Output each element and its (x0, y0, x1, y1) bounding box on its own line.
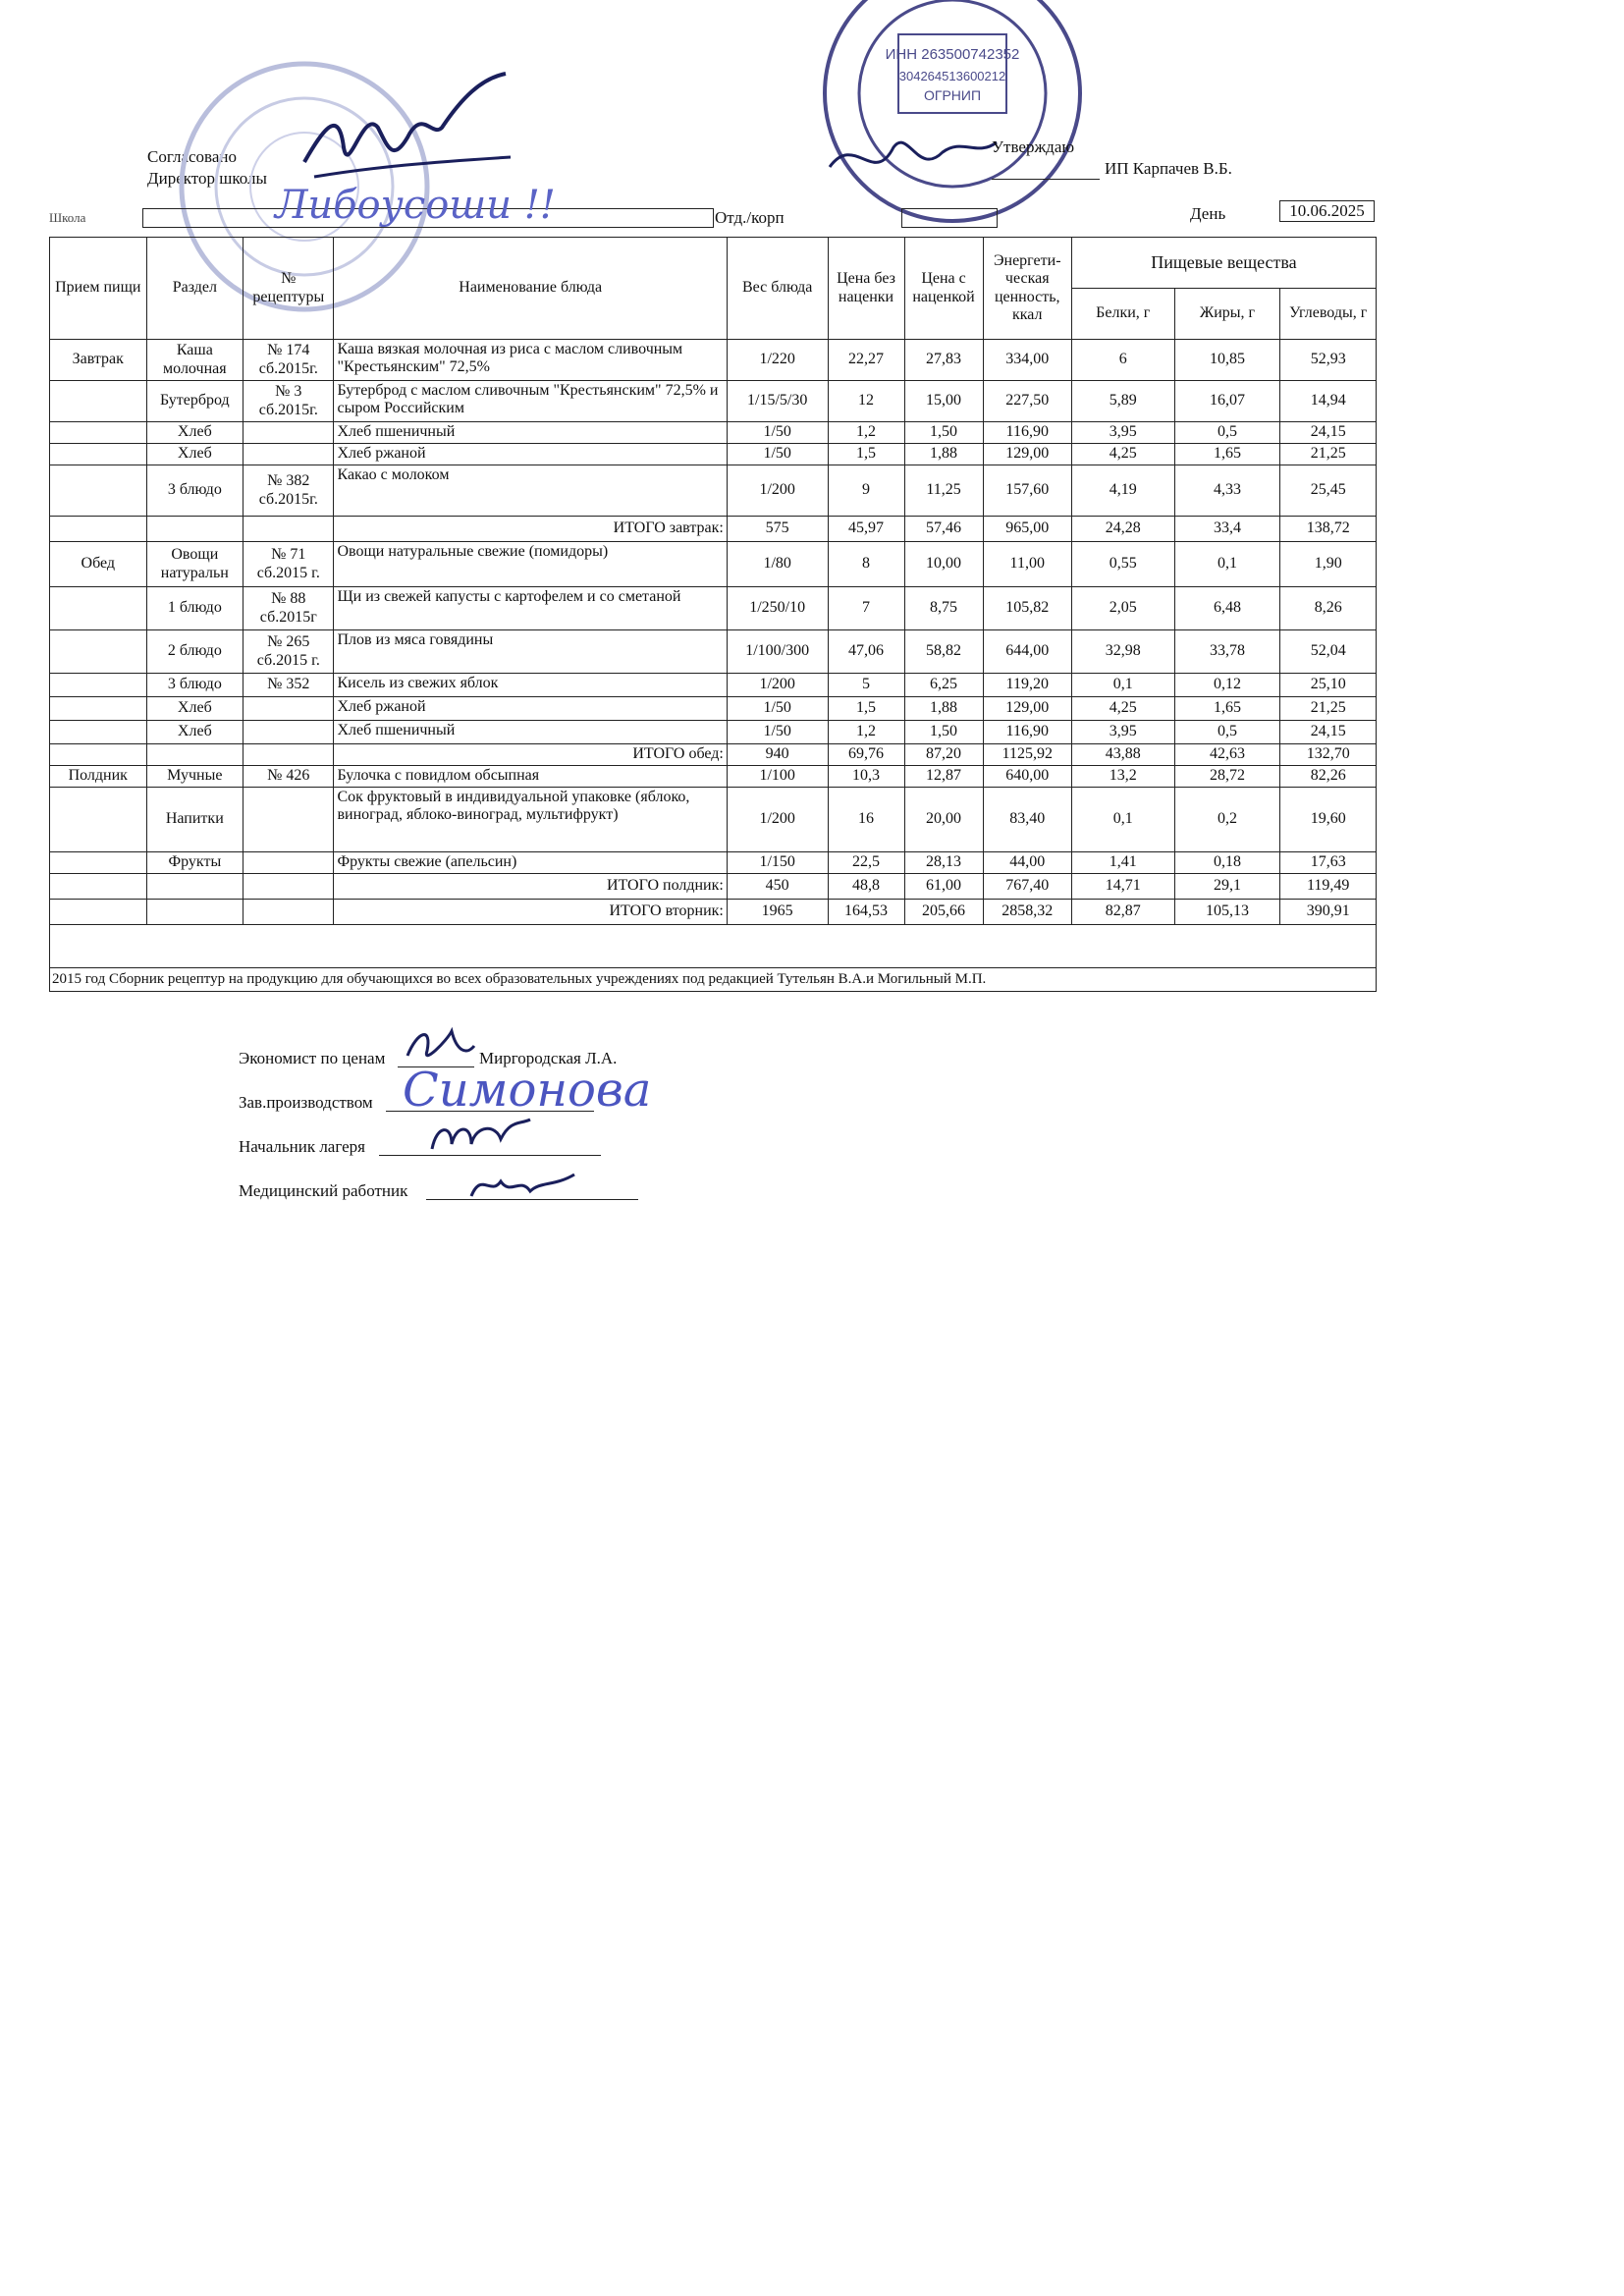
cell-price2: 1,88 (904, 697, 983, 721)
cell-meal (50, 697, 147, 721)
table-row (50, 587, 1377, 630)
cell-section: Хлеб (146, 697, 244, 721)
cell-dish: Овощи натуральные свежие (помидоры) (334, 542, 727, 587)
col-energy: Энергети-ческая ценность, ккал (983, 238, 1071, 340)
cell-dish: Хлеб ржаной (334, 697, 727, 721)
total-price: 69,76 (828, 744, 904, 766)
production-signature: Симонова (403, 1063, 652, 1118)
cell-f: 4,33 (1174, 465, 1280, 517)
cell-price: 22,5 (828, 852, 904, 874)
cell-recipe: № 265 сб.2015 г. (244, 630, 334, 674)
table-row (50, 381, 1377, 422)
school-label: Школа (49, 210, 86, 225)
breakfast-section (50, 340, 1377, 517)
total-f: 33,4 (1174, 517, 1280, 542)
cell-dish: Каша вязкая молочная из риса с маслом сливочным "Крестьянским" 72,5% (334, 340, 727, 381)
table-row (50, 422, 1377, 444)
cell-f: 0,2 (1174, 788, 1280, 852)
cell-dish: Хлеб пшеничный (334, 422, 727, 444)
cell-weight: 1/250/10 (727, 587, 828, 630)
total-f: 29,1 (1174, 874, 1280, 900)
cell-meal (50, 630, 147, 674)
total-energy: 1125,92 (983, 744, 1071, 766)
table-row (50, 542, 1377, 587)
col-price-with: Цена с наценкой (904, 238, 983, 340)
total-price: 48,8 (828, 874, 904, 900)
total-price2: 205,66 (904, 900, 983, 925)
cell-price2: 28,13 (904, 852, 983, 874)
total-f: 42,63 (1174, 744, 1280, 766)
cell-energy: 83,40 (983, 788, 1071, 852)
cell-dish: Хлеб ржаной (334, 444, 727, 465)
cell-section: Хлеб (146, 422, 244, 444)
cell-weight: 1/150 (727, 852, 828, 874)
cell-f: 10,85 (1174, 340, 1280, 381)
cell-c: 1,90 (1280, 542, 1377, 587)
cell-energy: 640,00 (983, 766, 1071, 788)
cell-p: 3,95 (1071, 721, 1174, 744)
col-dish: Наименование блюда (334, 238, 727, 340)
cell-p: 4,25 (1071, 444, 1174, 465)
col-nutrients: Пищевые вещества (1071, 238, 1376, 289)
cell-energy: 129,00 (983, 444, 1071, 465)
dept-label: Отд./корп (715, 208, 785, 227)
cell-f: 0,18 (1174, 852, 1280, 874)
snack-total (50, 874, 1377, 900)
cell-dish: Щи из свежей капусты с картофелем и со сметаной (334, 587, 727, 630)
col-section: Раздел (146, 238, 244, 340)
cell-c: 21,25 (1280, 444, 1377, 465)
cell-f: 0,1 (1174, 542, 1280, 587)
cell-price2: 58,82 (904, 630, 983, 674)
total-price2: 87,20 (904, 744, 983, 766)
economist-label: Экономист по ценам (239, 1049, 386, 1067)
snack-section (50, 766, 1377, 874)
table-row (50, 674, 1377, 697)
footnote: 2015 год Сборник рецептур на продукцию для обучающихся во всех образовательных учреждениях под редакцией Тутельян В.А.и Могильный М.П. (50, 968, 1377, 992)
cell-meal: Полдник (50, 766, 147, 788)
cell-section: Фрукты (146, 852, 244, 874)
cell-f: 1,65 (1174, 697, 1280, 721)
cell-f: 0,12 (1174, 674, 1280, 697)
dept-field (901, 208, 998, 228)
cell-meal (50, 674, 147, 697)
col-meal: Прием пищи (50, 238, 147, 340)
cell-price: 1,5 (828, 444, 904, 465)
total-p: 43,88 (1071, 744, 1174, 766)
table-row (50, 340, 1377, 381)
cell-recipe (244, 422, 334, 444)
cell-recipe: № 174 сб.2015г. (244, 340, 334, 381)
camp-label: Начальник лагеря (239, 1137, 365, 1156)
cell-dish: Плов из мяса говядины (334, 630, 727, 674)
cell-weight: 1/200 (727, 465, 828, 517)
cell-energy: 105,82 (983, 587, 1071, 630)
total-price: 45,97 (828, 517, 904, 542)
cell-f: 6,48 (1174, 587, 1280, 630)
cell-weight: 1/220 (727, 340, 828, 381)
menu-table (49, 237, 1377, 992)
total-weight: 575 (727, 517, 828, 542)
cell-weight: 1/80 (727, 542, 828, 587)
total-energy: 2858,32 (983, 900, 1071, 925)
cell-price: 1,5 (828, 697, 904, 721)
cell-f: 33,78 (1174, 630, 1280, 674)
total-weight: 450 (727, 874, 828, 900)
total-c: 138,72 (1280, 517, 1377, 542)
cell-dish: Какао с молоком (334, 465, 727, 517)
stamp-ogrn-num: 304264513600212 (898, 69, 1006, 83)
date-field: 10.06.2025 (1279, 200, 1375, 222)
cell-energy: 157,60 (983, 465, 1071, 517)
total-price: 164,53 (828, 900, 904, 925)
cell-p: 4,25 (1071, 697, 1174, 721)
cell-price: 7 (828, 587, 904, 630)
cell-meal (50, 465, 147, 517)
cell-energy: 334,00 (983, 340, 1071, 381)
total-c: 119,49 (1280, 874, 1377, 900)
cell-f: 28,72 (1174, 766, 1280, 788)
table-row (50, 788, 1377, 852)
total-energy: 767,40 (983, 874, 1071, 900)
cell-meal (50, 587, 147, 630)
table-row (50, 721, 1377, 744)
cell-price: 5 (828, 674, 904, 697)
cell-f: 16,07 (1174, 381, 1280, 422)
total-row (50, 874, 1377, 900)
cell-recipe (244, 852, 334, 874)
cell-c: 52,04 (1280, 630, 1377, 674)
cell-recipe (244, 788, 334, 852)
col-recipe: № рецептуры (244, 238, 334, 340)
cell-meal (50, 381, 147, 422)
col-weight: Вес блюда (727, 238, 828, 340)
total-label: ИТОГО обед: (334, 744, 727, 766)
cell-energy: 644,00 (983, 630, 1071, 674)
cell-weight: 1/100/300 (727, 630, 828, 674)
cell-p: 5,89 (1071, 381, 1174, 422)
director-label: Директор школы (147, 169, 267, 188)
cell-dish: Булочка с повидлом обсыпная (334, 766, 727, 788)
cell-energy: 227,50 (983, 381, 1071, 422)
cell-recipe (244, 721, 334, 744)
total-weight: 940 (727, 744, 828, 766)
breakfast-total (50, 517, 1377, 542)
cell-section: 3 блюдо (146, 465, 244, 517)
col-protein: Белки, г (1071, 289, 1174, 340)
cell-price2: 27,83 (904, 340, 983, 381)
table-row (50, 444, 1377, 465)
cell-dish: Хлеб пшеничный (334, 721, 727, 744)
medic-signature (461, 1167, 579, 1206)
cell-dish: Кисель из свежих яблок (334, 674, 727, 697)
day-label: День (1190, 204, 1226, 223)
cell-price2: 10,00 (904, 542, 983, 587)
total-price2: 57,46 (904, 517, 983, 542)
cell-recipe: № 426 (244, 766, 334, 788)
cell-c: 24,15 (1280, 721, 1377, 744)
cell-energy: 119,20 (983, 674, 1071, 697)
cell-price: 16 (828, 788, 904, 852)
cell-c: 17,63 (1280, 852, 1377, 874)
cell-f: 0,5 (1174, 422, 1280, 444)
total-c: 132,70 (1280, 744, 1377, 766)
cell-price: 1,2 (828, 721, 904, 744)
cell-meal (50, 444, 147, 465)
cell-recipe: № 3 сб.2015г. (244, 381, 334, 422)
cell-c: 82,26 (1280, 766, 1377, 788)
table-row (50, 852, 1377, 874)
total-energy: 965,00 (983, 517, 1071, 542)
cell-price2: 8,75 (904, 587, 983, 630)
cell-recipe (244, 697, 334, 721)
cell-price: 1,2 (828, 422, 904, 444)
cell-dish: Сок фруктовый в индивидуальной упаковке (яблоко, виноград, яблоко-виноград, мультифрукт) (334, 788, 727, 852)
cell-weight: 1/15/5/30 (727, 381, 828, 422)
total-p: 14,71 (1071, 874, 1174, 900)
medic-label: Медицинский работник (239, 1181, 408, 1200)
total-label: ИТОГО вторник: (334, 900, 727, 925)
total-row (50, 900, 1377, 925)
school-handwriting: Либоусоши !! (275, 183, 556, 228)
cell-section: Каша молочная (146, 340, 244, 381)
cell-recipe: № 382 сб.2015г. (244, 465, 334, 517)
cell-recipe (244, 444, 334, 465)
total-c: 390,91 (1280, 900, 1377, 925)
cell-weight: 1/50 (727, 697, 828, 721)
cell-price: 9 (828, 465, 904, 517)
total-p: 82,87 (1071, 900, 1174, 925)
cell-price: 47,06 (828, 630, 904, 674)
cell-section: 1 блюдо (146, 587, 244, 630)
cell-p: 0,1 (1071, 674, 1174, 697)
col-fat: Жиры, г (1174, 289, 1280, 340)
cell-weight: 1/200 (727, 788, 828, 852)
cell-p: 3,95 (1071, 422, 1174, 444)
total-weight: 1965 (727, 900, 828, 925)
lunch-section (50, 542, 1377, 744)
cell-section: 2 блюдо (146, 630, 244, 674)
total-price2: 61,00 (904, 874, 983, 900)
cell-weight: 1/50 (727, 422, 828, 444)
production-label: Зав.производством (239, 1093, 373, 1112)
cell-section: Хлеб (146, 444, 244, 465)
cell-section: Хлеб (146, 721, 244, 744)
cell-meal (50, 788, 147, 852)
total-f: 105,13 (1174, 900, 1280, 925)
table-row (50, 766, 1377, 788)
director-signature (295, 69, 520, 196)
cell-energy: 116,90 (983, 721, 1071, 744)
total-row (50, 744, 1377, 766)
cell-meal: Обед (50, 542, 147, 587)
table-row (50, 465, 1377, 517)
approve-line (992, 179, 1100, 180)
cell-meal (50, 721, 147, 744)
cell-weight: 1/200 (727, 674, 828, 697)
cell-p: 1,41 (1071, 852, 1174, 874)
cell-weight: 1/50 (727, 721, 828, 744)
agreed-label: Согласовано (147, 147, 237, 166)
cell-p: 4,19 (1071, 465, 1174, 517)
day-total (50, 900, 1377, 925)
cell-price2: 11,25 (904, 465, 983, 517)
cell-section: Овощи натуральн (146, 542, 244, 587)
approver-signature (825, 128, 1001, 196)
cell-price2: 1,50 (904, 422, 983, 444)
cell-price: 8 (828, 542, 904, 587)
cell-meal (50, 422, 147, 444)
cell-c: 52,93 (1280, 340, 1377, 381)
table-row (50, 630, 1377, 674)
cell-price2: 1,88 (904, 444, 983, 465)
cell-price2: 15,00 (904, 381, 983, 422)
total-row (50, 517, 1377, 542)
cell-weight: 1/100 (727, 766, 828, 788)
cell-p: 13,2 (1071, 766, 1174, 788)
cell-price: 12 (828, 381, 904, 422)
cell-energy: 129,00 (983, 697, 1071, 721)
cell-dish: Фрукты свежие (апельсин) (334, 852, 727, 874)
cell-price: 10,3 (828, 766, 904, 788)
cell-f: 1,65 (1174, 444, 1280, 465)
table-row (50, 697, 1377, 721)
total-label: ИТОГО завтрак: (334, 517, 727, 542)
cell-energy: 116,90 (983, 422, 1071, 444)
camp-signature (422, 1115, 540, 1164)
cell-energy: 11,00 (983, 542, 1071, 587)
cell-c: 14,94 (1280, 381, 1377, 422)
cell-c: 21,25 (1280, 697, 1377, 721)
cell-p: 32,98 (1071, 630, 1174, 674)
cell-price2: 1,50 (904, 721, 983, 744)
cell-p: 6 (1071, 340, 1174, 381)
cell-price2: 20,00 (904, 788, 983, 852)
ip-name: ИП Карпачев В.Б. (1105, 159, 1232, 178)
cell-section: 3 блюдо (146, 674, 244, 697)
cell-c: 25,45 (1280, 465, 1377, 517)
cell-p: 2,05 (1071, 587, 1174, 630)
total-p: 24,28 (1071, 517, 1174, 542)
cell-meal: Завтрак (50, 340, 147, 381)
cell-p: 0,55 (1071, 542, 1174, 587)
col-price-no: Цена без наценки (828, 238, 904, 340)
cell-weight: 1/50 (727, 444, 828, 465)
cell-price2: 12,87 (904, 766, 983, 788)
cell-recipe: № 352 (244, 674, 334, 697)
cell-price: 22,27 (828, 340, 904, 381)
stamp-inn: ИНН 263500742352 (885, 46, 1020, 63)
cell-recipe: № 71 сб.2015 г. (244, 542, 334, 587)
cell-p: 0,1 (1071, 788, 1174, 852)
cell-f: 0,5 (1174, 721, 1280, 744)
cell-meal (50, 852, 147, 874)
cell-section: Бутерброд (146, 381, 244, 422)
stamp-ogrnip: ОГРНИП (923, 87, 982, 103)
total-label: ИТОГО полдник: (334, 874, 727, 900)
cell-c: 24,15 (1280, 422, 1377, 444)
cell-c: 19,60 (1280, 788, 1377, 852)
cell-recipe: № 88 сб.2015г (244, 587, 334, 630)
economist-name: Миргородская Л.А. (479, 1049, 618, 1067)
cell-energy: 44,00 (983, 852, 1071, 874)
approve-label: Утверждаю (992, 137, 1075, 156)
col-carbs: Углеводы, г (1280, 289, 1377, 340)
cell-c: 25,10 (1280, 674, 1377, 697)
cell-c: 8,26 (1280, 587, 1377, 630)
lunch-total (50, 744, 1377, 766)
cell-section: Напитки (146, 788, 244, 852)
cell-dish: Бутерброд с маслом сливочным "Крестьянским" 72,5% и сыром Российским (334, 381, 727, 422)
cell-price2: 6,25 (904, 674, 983, 697)
cell-section: Мучные (146, 766, 244, 788)
